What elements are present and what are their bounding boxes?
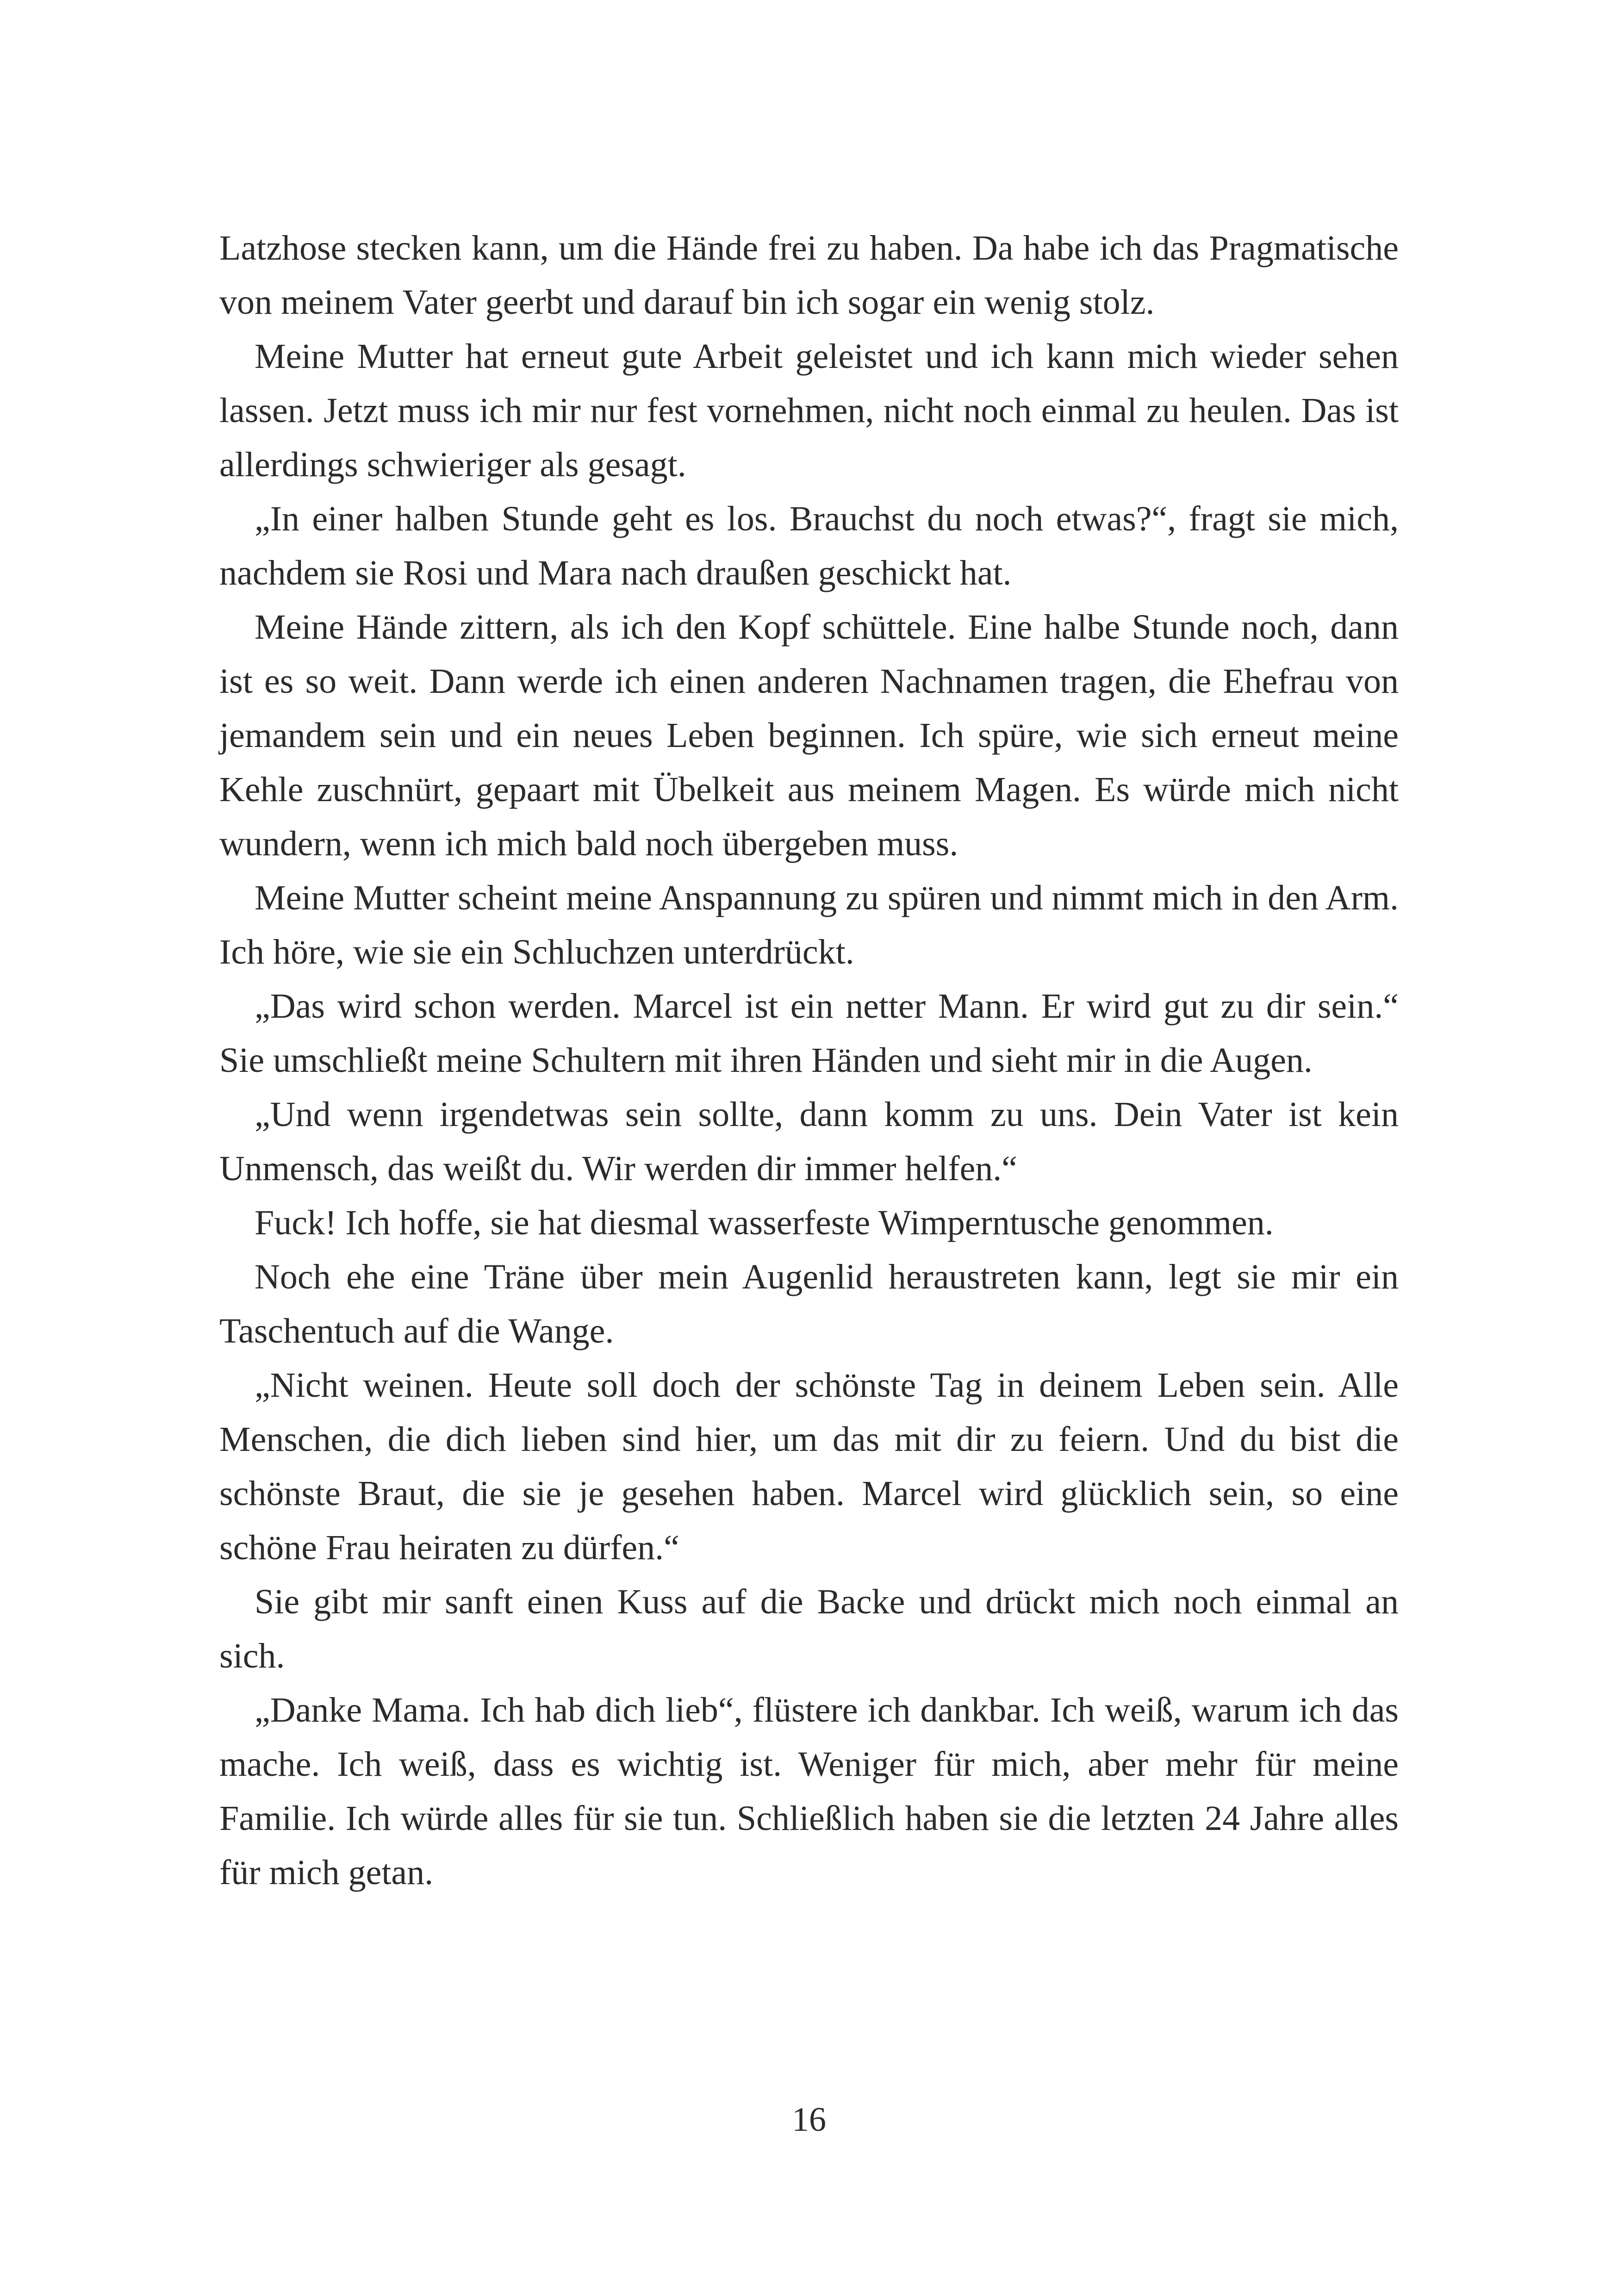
paragraph-7: „Und wenn irgendetwas sein sollte, dann komm zu uns. Dein Vater ist kein Unmensch, das weißt du. Wir werden dir immer helfen.“	[219, 1095, 1399, 1188]
paragraph-12: „Danke Mama. Ich hab dich lieb“, flüstere ich dankbar. Ich weiß, warum ich das mache. Ich weiß, dass es wichtig ist. Weniger für mich, aber mehr für meine Familie. Ich würde alles für sie tun. Schließlich haben sie die letzten 24 Jahre alles für mich getan.	[219, 1691, 1399, 1892]
paragraph-10: „Nicht weinen. Heute soll doch der schönste Tag in deinem Leben sein. Alle Menschen, die dich lieben sind hier, um das mit dir zu feiern. Und du bist die schönste Braut, die sie je gesehen haben. Marcel wird glücklich sein, so eine schöne Frau heiraten zu dürfen.“	[219, 1366, 1399, 1567]
paragraph-2: Meine Mutter hat erneut gute Arbeit geleistet und ich kann mich wieder sehen lassen. Jetzt muss ich mir nur fest vornehmen, nicht noch einmal zu heulen. Das ist allerdings schwieriger als gesagt.	[219, 337, 1399, 484]
page-number: 16	[792, 2101, 826, 2139]
paragraph-5: Meine Mutter scheint meine Anspannung zu spüren und nimmt mich in den Arm. Ich höre, wie sie ein Schluchzen unterdrückt.	[219, 878, 1399, 971]
paragraph-8: Fuck! Ich hoffe, sie hat diesmal wasserfeste Wimperntusche genommen.	[255, 1203, 1274, 1242]
paragraph-4: Meine Hände zittern, als ich den Kopf schüttele. Eine halbe Stunde noch, dann ist es so weit. Dann werde ich einen anderen Nachnamen tragen, die Ehefrau von jemandem sein und ein neues Leben beginnen. Ich spüre, wie sich erneut meine Kehle zuschnürt, gepaart mit Übelkeit aus meinem Magen. Es würde mich nicht wundern, wenn ich mich bald noch übergeben muss.	[219, 608, 1399, 863]
paragraph-1: Latzhose stecken kann, um die Hände frei zu haben. Da habe ich das Pragmatische von meinem Vater geerbt und darauf bin ich sogar ein wenig stolz.	[219, 229, 1399, 322]
paragraph-6: „Das wird schon werden. Marcel ist ein netter Mann. Er wird gut zu dir sein.“ Sie umschließt meine Schultern mit ihren Händen und sieht mir in die Augen.	[219, 987, 1399, 1080]
paragraph-9: Noch ehe eine Träne über mein Augenlid heraustreten kann, legt sie mir ein Taschentuch auf die Wange.	[219, 1257, 1399, 1350]
paragraph-11: Sie gibt mir sanft einen Kuss auf die Backe und drückt mich noch einmal an sich.	[219, 1582, 1399, 1675]
body-text	[219, 221, 1399, 1900]
paragraph-3: „In einer halben Stunde geht es los. Brauchst du noch etwas?“, fragt sie mich, nachdem sie Rosi und Mara nach draußen geschickt hat.	[219, 499, 1399, 592]
